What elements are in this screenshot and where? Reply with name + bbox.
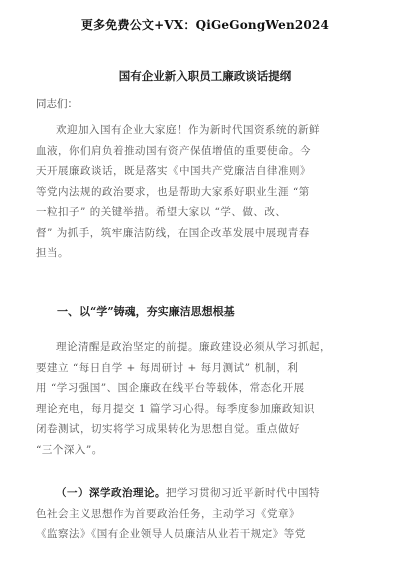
salutation: 同志们：: [36, 98, 78, 110]
subsection-1-line: 色社会主义思想作为首要政治任务，主动学习《党章》: [36, 507, 300, 520]
intro-line: 等党内法规的政治要求，也是帮助大家系好职业生涯 “第: [36, 185, 310, 198]
document-title: 国有企业新入职员工廉政谈话提纲: [118, 69, 292, 83]
subsection-1-line: 《监察法》《国有企业领导人员廉洁从业若干规定》等党: [36, 528, 306, 540]
section-1-line: 闭卷测试，切实将学习成果转化为思想自觉。重点做好: [36, 423, 300, 435]
intro-line: 担当。: [36, 247, 69, 259]
subsection-1-paragraph: [36, 483, 376, 545]
section-1-heading: 一、以“学”铸魂，夯实廉洁思想根基: [57, 305, 235, 318]
watermark-banner: 更多免费公文+VX：QiGeGongWen2024: [80, 18, 330, 32]
section-1-line: 要建立 “每日自学 + 每周研讨 + 每月测试” 机制，利: [36, 361, 299, 374]
intro-line: 血液，你们肩负着推动国有资产保值增值的重要使命。今: [36, 144, 311, 157]
section-1-line: “三个深入”。: [36, 443, 103, 456]
intro-line: 欢迎加入国有企业大家庭！作为新时代国资系统的新鲜: [56, 124, 320, 136]
section-1-line: 用 “学习强国”、国企廉政在线平台等载体，常态化开展: [36, 382, 305, 394]
intro-paragraph: [36, 120, 376, 264]
section-1-line: 理论充电，每月提交 1 篇学习心得。每季度参加廉政知识: [36, 402, 315, 415]
intro-line: 天开展廉政谈话，既是落实《中国共产党廉洁自律准则》: [36, 165, 311, 177]
section-1-line: 理论清醒是政治坚定的前提。廉政建设必须从学习抓起，: [56, 341, 331, 353]
subsection-1-heading: （一）深学政治理论。: [56, 487, 166, 499]
subsection-1-text: 把学习贯彻习近平新时代中国特: [166, 487, 320, 499]
intro-line: 一粒扣子” 的关键举措。希望大家以 “学、做、改、: [36, 206, 287, 218]
intro-line: 督” 为抓手，筑牢廉洁防线，在国企改革发展中展现青春: [36, 226, 310, 239]
section-1-paragraph: [36, 337, 376, 460]
subsection-1-first-line: [36, 483, 376, 504]
